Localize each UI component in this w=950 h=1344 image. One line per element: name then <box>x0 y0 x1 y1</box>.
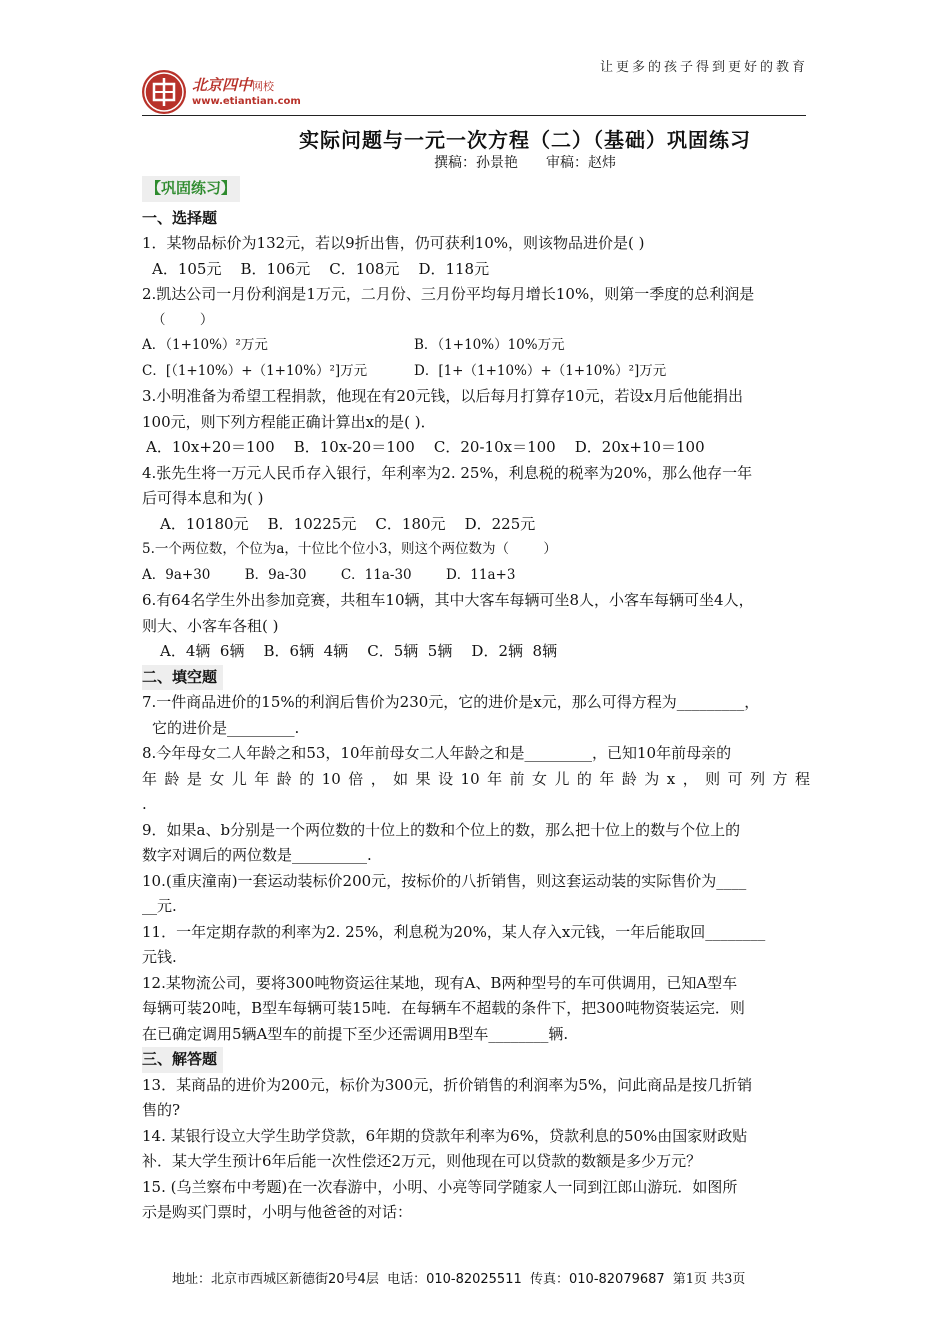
q6-options: A．4辆 6辆 B．6辆 4辆 C．5辆 5辆 D．2辆 8辆 <box>160 642 558 660</box>
q2-option-c: C．[（1+10%）+（1+10%）²]万元 <box>142 362 368 379</box>
q10-line1: 10.(重庆潼南)一套运动装标价200元，按标价的八折销售，则这套运动装的实际售价为____ <box>142 871 747 890</box>
logo-url: www.etiantian.com <box>192 96 301 107</box>
section-choice-heading: 一、选择题 <box>142 208 218 227</box>
q6-stem-line1: 6.有64名学生外出参加竞赛，共租车10辆，其中大客车每辆可坐8人，小客车每辆可坐4人， <box>142 591 754 609</box>
exercise-content <box>142 176 810 1226</box>
q14-line1: 14. 某银行设立大学生助学贷款，6年期的贷款年利率为6%，贷款利息的50%由国家财政贴 <box>142 1126 748 1145</box>
q1-options: A．105元 B．106元 C．108元 D．118元 <box>152 259 490 278</box>
q6-stem-line2: 则大、小客车各租( ) <box>142 616 279 635</box>
q13-line2: 售的? <box>142 1101 181 1119</box>
footer-address: 地址：北京市西城区新德街20号4层 电话：010-82025511 传真：010-82079687 <box>172 1272 665 1287</box>
q12-line2: 每辆可装20吨，B型车每辆可装15吨．在每辆车不超载的条件下，把300吨物资装运完．则 <box>142 999 745 1017</box>
q2-option-b: B．（1+10%）10%万元 <box>414 337 565 353</box>
q10-line2: __元. <box>142 897 177 915</box>
q9-line1: 9．如果a、b分别是一个两位数的十位上的数和个位上的数，那么把十位上的数与个位上的 <box>142 820 741 839</box>
q11-line2: 元钱. <box>142 948 177 966</box>
document-authors: 撰稿：孙景艳 审稿：赵炜 <box>434 155 616 171</box>
header-slogan: 让更多的孩子得到更好的教育 <box>599 60 808 75</box>
q12-line1: 12.某物流公司，要将300吨物资运往某地，现有A、B两种型号的车可供调用，已知A型车 <box>142 973 738 992</box>
header-divider <box>142 115 806 116</box>
q2-options-cd <box>142 359 810 385</box>
q1-stem: 1．某物品标价为132元，若以9折出售，仍可获利10%，则该物品进价是( ) <box>142 234 645 252</box>
q8-line2: 年龄是女儿年龄的10倍，如果设10年前女儿的年龄为x，则可列方程 <box>142 769 810 788</box>
section-fill-heading: 二、填空题 <box>142 665 223 691</box>
q5-stem: 5.一个两位数，个位为a，十位比个位小3，则这个两位数为（ ） <box>142 541 557 557</box>
q12-line3: 在已确定调用5辆A型车的前提下至少还需调用B型车________辆. <box>142 1024 569 1043</box>
q14-line2: 补．某大学生预计6年后能一次性偿还2万元，则他现在可以贷款的数额是多少万元？ <box>142 1152 702 1170</box>
section-tag: 【巩固练习】 <box>142 176 240 202</box>
footer-page-number: 第1页 共3页 <box>672 1272 746 1287</box>
q4-stem-line2: 后可得本息和为( ) <box>142 489 264 507</box>
q2-paren: （ ） <box>152 311 214 328</box>
q2-stem: 2.凯达公司一月份利润是1万元，二月份、三月份平均每月增长10%，则第一季度的总利润是 <box>142 285 755 303</box>
document-title: 实际问题与一元一次方程（二）（基础）巩固练习 <box>299 128 751 152</box>
q9-line2: 数字对调后的两位数是__________. <box>142 846 372 864</box>
school-logo <box>142 70 322 116</box>
q15-line2: 示是购买门票时，小明与他爸爸的对话： <box>142 1203 413 1221</box>
q3-stem-line2: 100元，则下列方程能正确计算出x的是( )． <box>142 412 436 431</box>
q7-line1: 7.一件商品进价的15%的利润后售价为230元，它的进价是x元，那么可得方程为_________， <box>142 693 760 711</box>
q2-options-ab <box>142 333 810 359</box>
logo-name: 北京四中网校 <box>192 76 275 94</box>
q3-stem-line1: 3.小明准备为希望工程捐款，他现在有20元钱，以后每月打算存10元，若设x月后他能捐出 <box>142 387 743 405</box>
q3-options: A．10x+20＝100 B．10x-20＝100 C．20-10x＝100 D．20x+10＝100 <box>146 438 705 456</box>
page-footer <box>172 1268 745 1287</box>
q8-line1: 8.今年母女二人年龄之和53，10年前母女二人年龄之和是_________，已知10年前母亲的 <box>142 744 732 762</box>
q15-line1: 15. (乌兰察布中考题)在一次春游中，小明、小亮等同学随家人一同到江郎山游玩．如图所 <box>142 1177 738 1196</box>
q8-line3: . <box>142 795 147 813</box>
q11-line1: 11．一年定期存款的利率为2. 25%，利息税为20%，某人存入x元钱，一年后能取回________ <box>142 922 766 941</box>
q4-stem-line1: 4.张先生将一万元人民币存入银行，年利率为2. 25%，利息税的税率为20%，那么他存一年 <box>142 463 753 482</box>
q5-options: A．9a+30 B．9a-30 C．11a-30 D．11a+3 <box>142 566 516 583</box>
section-answer-heading: 三、解答题 <box>142 1047 223 1073</box>
logo-emblem-icon <box>142 70 186 114</box>
q2-option-a: A．（1+10%）²万元 <box>142 337 268 353</box>
q7-line2: 它的进价是_________. <box>152 718 300 737</box>
q4-options: A．10180元 B．10225元 C．180元 D．225元 <box>160 514 536 533</box>
q13-line1: 13．某商品的进价为200元，标价为300元，折价销售的利润率为5%，问此商品是按几折销 <box>142 1075 753 1094</box>
q2-option-d: D．[1+（1+10%）+（1+10%）²]万元 <box>414 362 667 379</box>
